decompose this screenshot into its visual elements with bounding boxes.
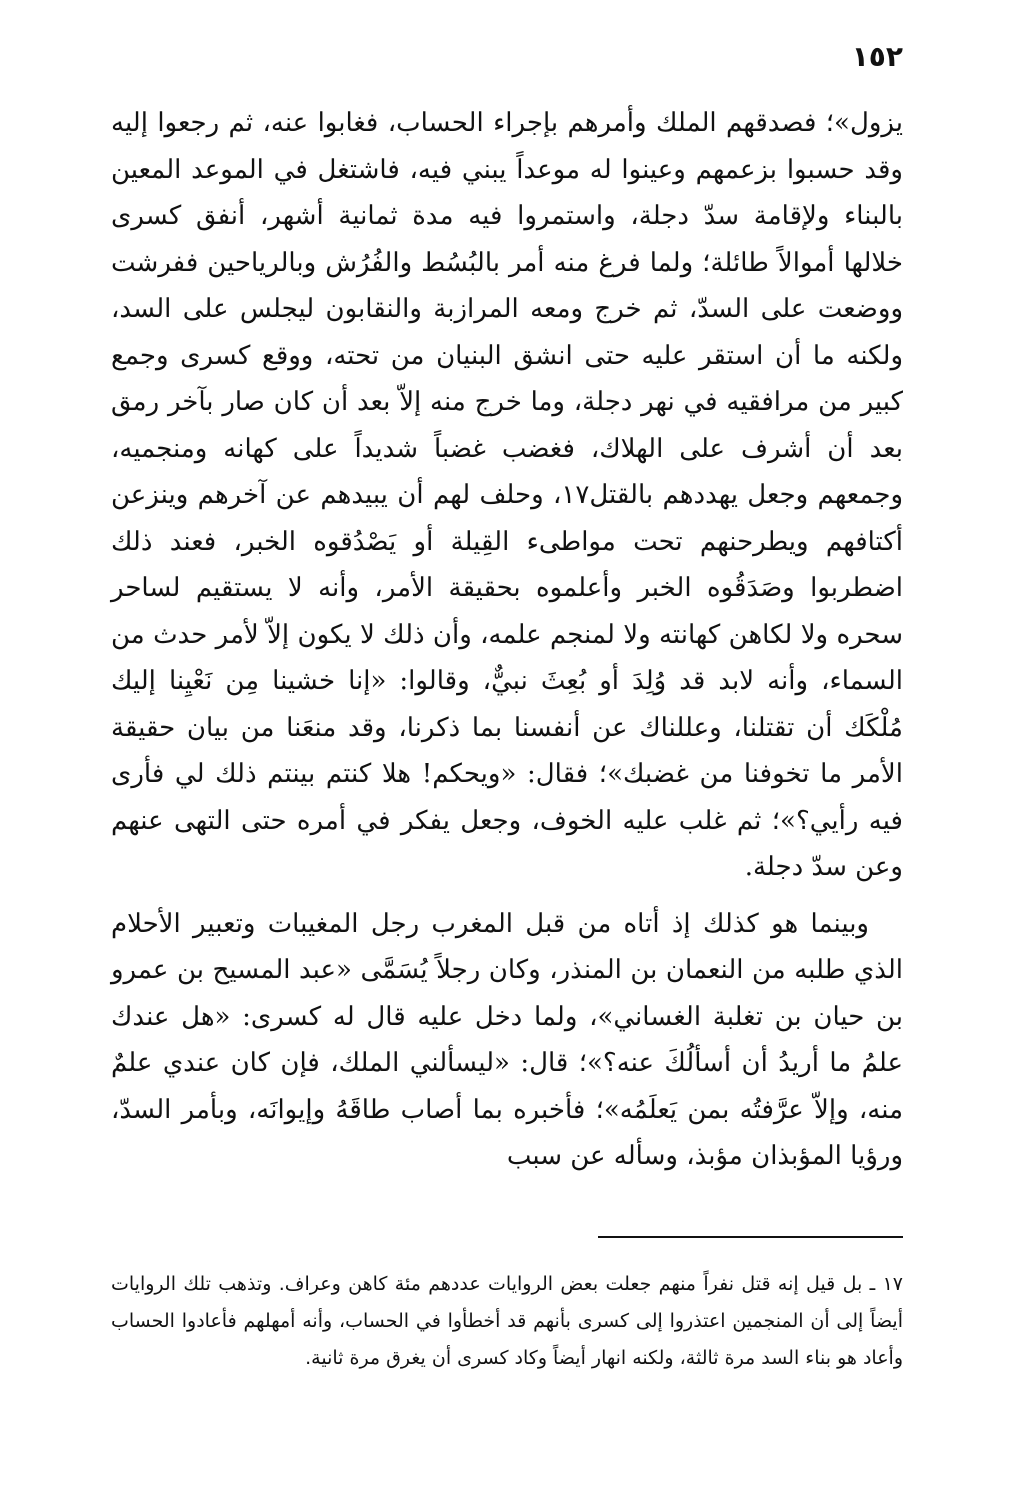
main-text <box>111 100 903 1180</box>
page-number: ١٥٢ <box>851 40 903 73</box>
paragraph-1: يزول»؛ فصدقهم الملك وأمرهم بإجراء الحساب، فغابوا عنه، ثم رجعوا إليه وقد حسبوا بزعمهم وعينوا له موعداً يبني فيه، فاشتغل في الموعد المعين بالبناء ولإقامة سدّ دجلة، واستمروا فيه مدة ثمانية أشهر، أنفق كسرى خلالها أموالاً طائلة؛ ولما فرغ منه أمر بالبُسُط والفُرُش وبالرياحين ففرشت ووضعت على السدّ، ثم خرج ومعه المرازبة والنقابون ليجلس على السد، ولكنه ما أن استقر عليه حتى انشق البنيان من تحته، ووقع كسرى وجمع كبير من مرافقيه في نهر دجلة، وما خرج منه إلاّ بعد أن كان صار بآخر رمق بعد أن أشرف على الهلاك، فغضب غضباً شديداً على كهانه ومنجميه، وجمعهم وجعل يهددهم بالقتل١٧، وحلف لهم أن يبيدهم عن آخرهم وينزعن أكتافهم ويطرحنهم تحت مواطىء القِيلة أو يَصْدُقوه الخبر، فعند ذلك اضطربوا وصَدَقُوه الخبر وأعلموه بحقيقة الأمر، وأنه لا يستقيم لساحر سحره ولا لكاهن كهانته ولا لمنجم علمه، وأن ذلك لا يكون إلاّ لأمر حدث من السماء، وأنه لابد قد وُلِدَ أو بُعِثَ نبيٌّ، وقالوا: «إنا خشينا مِن نَعْيِنا إليك مُلْكَك أن تقتلنا، وعللناك عن أنفسنا بما ذكرنا، وقد منعَنا من بيان حقيقة الأمر ما تخوفنا من غضبك»؛ فقال: «ويحكم! هلا كنتم بينتم ذلك لي فأرى فيه رأيي؟»؛ ثم غلب عليه الخوف، وجعل يفكر في أمره حتى التهى عنهم وعن سدّ دجلة. <box>111 108 904 882</box>
paragraph-2: وبينما هو كذلك إذ أتاه من قبل المغرب رجل المغيبات وتعبير الأحلام الذي طلبه من النعمان بن المنذر، وكان رجلاً يُسَمَّى «عبد المسيح بن عمرو بن حيان بن تغلبة الغساني»، ولما دخل عليه قال له كسرى: «هل عندك علمُ ما أريدُ أن أسألُكَ عنه؟»؛ قال: «ليسألني الملك، فإن كان عندي علمٌ منه، وإلاّ عرَّفتُه بمن يَعلَمُه»؛ فأخبره بما أصاب طاقَهُ وإيوانَه، وبأمر السدّ، ورؤيا المؤبذان مؤبذ، وسأله عن سبب <box>111 908 903 1171</box>
footnote-divider <box>598 1236 903 1238</box>
footnote-section <box>111 1266 903 1377</box>
footnote-17: ١٧ ـ بل قيل إنه قتل نفراً منهم جعلت بعض الروايات عددهم مئة كاهن وعراف. وتذهب تلك الروايات أيضاً إلى أن المنجمين اعتذروا إلى كسرى بأنهم قد أخطأوا في الحساب، وأنه أمهلهم فأعادوا الحساب وأعاد هو بناء السد مرة ثالثة، ولكنه انهار أيضاً وكاد كسرى أن يغرق مرة ثانية. <box>111 1273 903 1369</box>
